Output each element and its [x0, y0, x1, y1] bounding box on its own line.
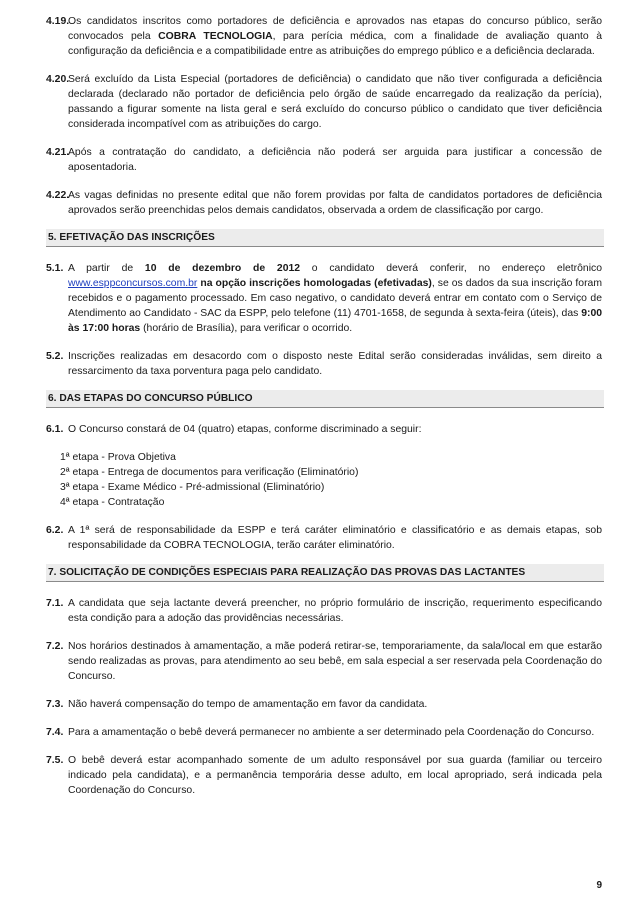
website-link[interactable]: www.esppconcursos.com.br [68, 278, 198, 289]
section-heading-5: 5. EFETIVAÇÃO DAS INSCRIÇÕES [46, 229, 604, 247]
document-page [48, 14, 602, 811]
item-4-22 [48, 188, 602, 218]
item-4-20 [48, 72, 602, 132]
item-number: 5.1. [46, 263, 64, 274]
item-6-1 [48, 422, 602, 437]
item-text: O bebê deverá estar acompanhado somente de um adulto responsável por sua guarda (familiar ou terceiro indicado pela candidata), e a permanência temporária desse adulto, em local apropriado, será indicada pela Coordenação do Concurso. [68, 755, 602, 796]
item-text: , se os dados da sua inscrição foram recebidos e o pagamento processado. Em caso negativo, o candidato deverá entrar em contato com o Serviço de Atendimento ao Candidato - SAC da ESPP, pelo telefone (11) 4701-1658, de segunda à sexta-feira (úteis), das [68, 278, 602, 319]
option-bold: na opção inscrições homologadas (efetivadas) [197, 278, 432, 289]
item-4-19 [48, 14, 602, 59]
section-heading-7: 7. SOLICITAÇÃO DE CONDIÇÕES ESPECIAIS PARA REALIZAÇÃO DAS PROVAS DAS LACTANTES [46, 564, 604, 582]
company-name: COBRA TECNOLOGIA [158, 31, 273, 42]
item-text: Inscrições realizadas em desacordo com o disposto neste Edital serão consideradas inválidas, sem direito a ressarcimento da taxa porventura paga pelo candidato. [68, 351, 602, 377]
item-text: Não haverá compensação do tempo de amamentação em favor da candidata. [68, 699, 428, 710]
item-text: , para perícia médica, com a finalidade de avaliação quanto à configuração da deficiência e a compatibilidade entre as atribuições do emprego público e a deficiência declarada. [68, 31, 602, 57]
item-7-2 [48, 639, 602, 684]
item-number: 7.5. [46, 755, 64, 766]
item-text: Nos horários destinados à amamentação, a mãe poderá retirar-se, temporariamente, da sala/local em que estarão sendo realizadas as provas, para atendimento ao seu bebê, em sala especial a ser reservada pela Coordenação do Concurso. [68, 641, 602, 682]
item-text: O Concurso constará de 04 (quatro) etapas, conforme discriminado a seguir: [68, 424, 422, 435]
item-7-5 [48, 753, 602, 798]
item-text: A 1ª será de responsabilidade da ESPP e terá caráter eliminatório e classificatório e as demais etapas, sob responsabilidade da COBRA TECNOLOGIA, terão caráter eliminatório. [68, 525, 602, 551]
item-number: 7.3. [46, 699, 64, 710]
item-text: A candidata que seja lactante deverá preencher, no próprio formulário de inscrição, requerimento especificando esta condição para a adoção das providências necessárias. [68, 598, 602, 624]
item-number: 7.2. [46, 641, 64, 652]
item-4-21 [48, 145, 602, 175]
item-7-3 [48, 697, 602, 712]
page-number: 9 [596, 880, 602, 891]
item-number: 6.1. [46, 424, 64, 435]
item-number: 6.2. [46, 525, 64, 536]
item-5-1 [48, 261, 602, 336]
item-text: Após a contratação do candidato, a deficiência não poderá ser arguida para justificar a concessão de aposentadoria. [68, 147, 602, 173]
item-number: 4.20. [46, 74, 70, 85]
hours-bold: 9:00 às 17:00 horas [68, 308, 602, 334]
item-7-4 [48, 725, 602, 740]
stage-item: 3ª etapa - Exame Médico - Pré-admissional (Eliminatório) [60, 482, 325, 493]
item-number: 4.19. [46, 16, 70, 27]
item-5-2 [48, 349, 602, 379]
item-number: 7.1. [46, 598, 64, 609]
item-6-2 [48, 523, 602, 553]
item-number: 5.2. [46, 351, 64, 362]
item-text: A partir de [68, 263, 145, 274]
item-text: Será excluído da Lista Especial (portadores de deficiência) o candidato que não tiver configurada a deficiência declarada (declarado não portador de deficiência pelo órgão de saúde encarregado da realização da perícia), passando a figurar somente na lista geral e será excluído do concurso público o candidato que tiver deficiência considerada incompatível com as atribuições do cargo. [68, 74, 602, 130]
section-heading-6: 6. DAS ETAPAS DO CONCURSO PÚBLICO [46, 390, 604, 408]
stage-item: 1ª etapa - Prova Objetiva [60, 452, 176, 463]
stages-list [48, 450, 602, 510]
item-text: Para a amamentação o bebê deverá permanecer no ambiente a ser determinado pela Coordenação do Concurso. [68, 727, 595, 738]
item-number: 4.22. [46, 190, 70, 201]
item-text: As vagas definidas no presente edital que não forem providas por falta de candidatos portadores de deficiência aprovados serão preenchidas pelos demais candidatos, observada a ordem de classificação por cargo. [68, 190, 602, 216]
item-text: o candidato deverá conferir, no endereço eletrônico [300, 263, 602, 274]
stage-item: 4ª etapa - Contratação [60, 497, 165, 508]
item-7-1 [48, 596, 602, 626]
date-bold: 10 de dezembro de 2012 [144, 263, 301, 274]
stage-item: 2ª etapa - Entrega de documentos para verificação (Eliminatório) [60, 467, 359, 478]
item-number: 4.21. [46, 147, 70, 158]
item-text: (horário de Brasília), para verificar o ocorrido. [140, 323, 353, 334]
item-text: Os candidatos inscritos como portadores de deficiência e aprovados nas etapas do concurso público, serão convocados pela [68, 16, 602, 42]
item-number: 7.4. [46, 727, 64, 738]
